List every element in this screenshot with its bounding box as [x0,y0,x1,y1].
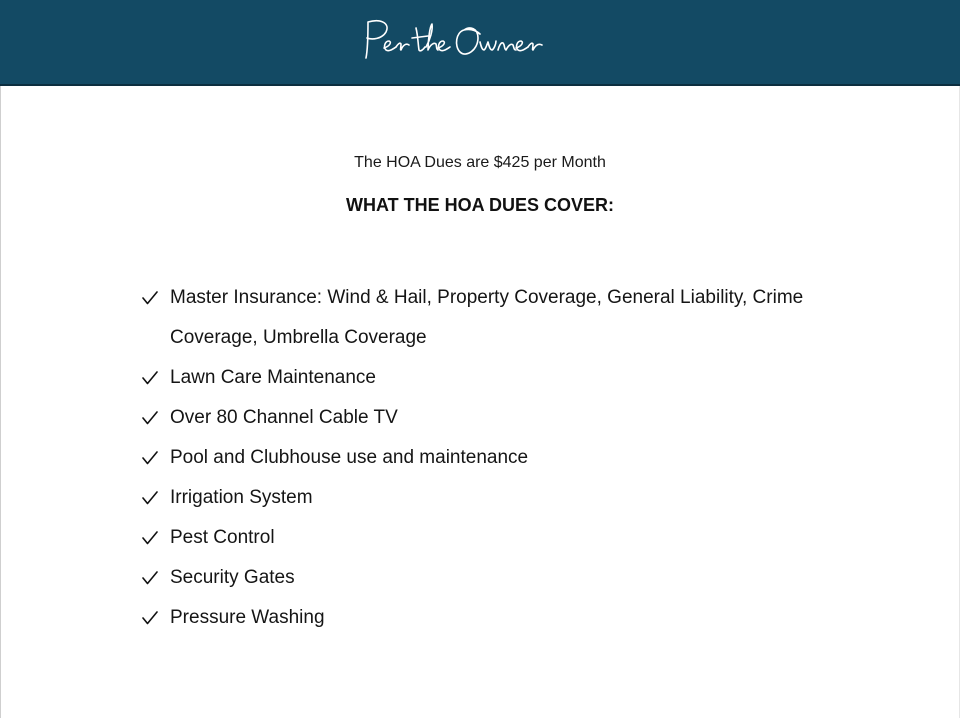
hoa-dues-statement: The HOA Dues are $425 per Month [354,154,606,171]
coverage-item-text: Pressure Washing [170,607,325,628]
check-icon [142,478,160,518]
check-icon [142,438,160,478]
check-icon [142,358,160,398]
script-title-lettering [356,14,546,66]
coverage-item-text: Security Gates [170,567,295,588]
check-icon [142,598,160,638]
header-banner [0,0,960,86]
check-icon [142,518,160,558]
list-item [0,518,960,558]
coverage-item-text: Irrigation System [170,487,313,508]
list-item [0,478,960,518]
check-icon [142,278,160,318]
check-icon [142,558,160,598]
list-item [0,598,960,638]
list-item [0,278,960,358]
list-item [0,358,960,398]
coverage-item-text: Pest Control [170,527,275,548]
list-item [0,438,960,478]
list-item [0,398,960,438]
coverage-item-text: Lawn Care Maintenance [170,367,376,388]
coverage-heading: WHAT THE HOA DUES COVER: [346,195,614,215]
coverage-item-text: Pool and Clubhouse use and maintenance [170,447,529,468]
check-icon [142,398,160,438]
coverage-item-text: Over 80 Channel Cable TV [170,407,398,428]
coverage-list [0,278,960,638]
list-item [0,558,960,598]
coverage-item-text: Master Insurance: Wind & Hail, Property Coverage, General Liability, Crime Coverage, Umbrella Coverage [170,287,804,348]
